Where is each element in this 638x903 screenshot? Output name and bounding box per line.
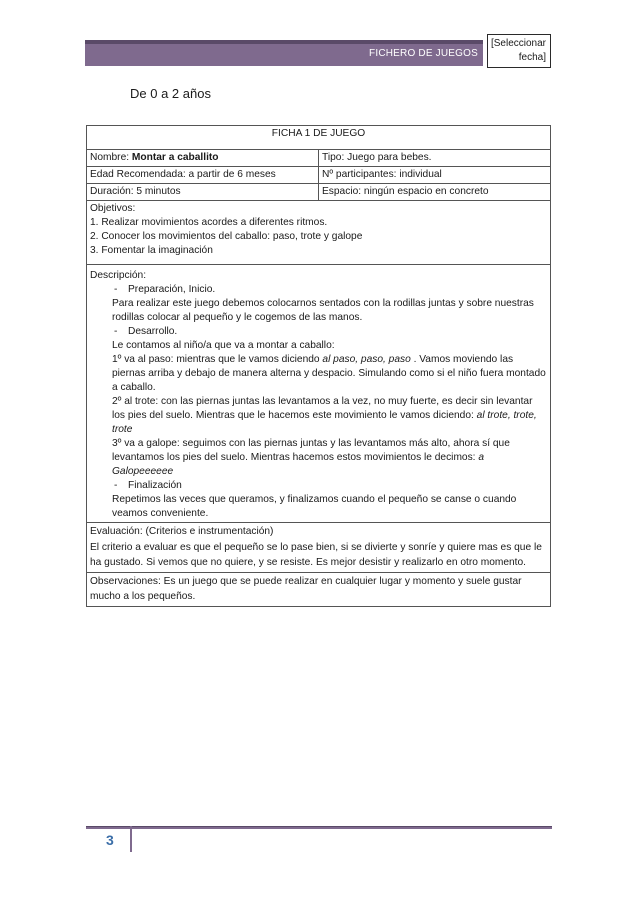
preparation-heading [112,283,547,297]
development-heading [112,325,547,339]
evaluation-label: Evaluación: (Criterios e instrumentación) [90,526,274,537]
trot-step [112,395,547,437]
date-placeholder-field[interactable] [487,34,551,68]
walk-step-post: . Vamos moviendo las piernas arriba y debajo de manera alterna y despacio. Simulando como si el niño fuera montado a caballo. [112,354,546,393]
name-type-row [87,150,551,167]
preparation-text: Para realizar este juego debemos colocarnos sentados con la rodillas juntas y sobre nuestras rodillas colocar al pequeño y le cogemos de las manos. [112,298,534,323]
age-cell: Edad Recomendada: a partir de 6 meses [87,167,319,184]
preparation-heading-text: Preparación, Inicio. [128,284,216,295]
development-heading-text: Desarrollo. [128,326,178,337]
finalization-heading [112,479,547,493]
type-cell: Tipo: Juego para bebes. [319,150,551,167]
date-placeholder-line1: [Seleccionar [490,38,546,49]
walk-step [112,353,547,395]
header-title: FICHERO DE JUEGOS [369,48,478,59]
gallop-step-chant: a Galopeeeeee [112,452,485,477]
objectives-row [87,201,551,265]
walk-step-pre: 1º va al paso: mientras que le vamos diciendo [112,354,323,365]
evaluation-text: El criterio a evaluar es que el pequeño se lo pase bien, si se divierte y sonríe y quiere mas es que le ha gustado. Si vemos que no quiere, y se resiste. Es mejor desistir y realizarlo en otro momento. [90,541,542,568]
trot-step-pre: 2º al trote: con las piernas juntas las levantamos a la vez, no muy fuerte, es decir sin levantar los pies del suelo. Mientras que le hacemos este movimiento le vamos diciendo: [112,396,533,421]
evaluation-row [87,523,551,573]
objective-item: 2. Conocer los movimientos del caballo: paso, trote y galope [90,231,363,242]
game-card-table [86,125,551,607]
bullet-dash: - [114,326,118,337]
card-title-row [87,126,551,150]
observations-row [87,572,551,606]
name-label: Nombre: [90,152,130,163]
bullet-dash: - [114,480,118,491]
footer-rule-accent [86,826,552,827]
observations-cell: Observaciones: Es un juego que se puede realizar en cualquier lugar y momento y suele gustar mucho a los pequeños. [87,572,551,606]
walk-step-chant: al paso, paso, paso [322,354,411,365]
age-participants-row [87,167,551,184]
duration-cell: Duración: 5 minutos [87,184,319,201]
development-intro: Le contamos al niño/a que va a montar a caballo: [112,340,335,351]
evaluation-cell [87,523,551,573]
date-placeholder-line2: fecha] [518,52,546,63]
page-number: 3 [106,832,114,848]
name-value: Montar a caballito [131,152,219,163]
objectives-cell [87,201,551,265]
finalization-heading-text: Finalización [128,480,182,491]
card-title: FICHA 1 DE JUEGO [87,126,551,150]
participants-cell: Nº participantes: individual [319,167,551,184]
space-cell: Espacio: ningún espacio en concreto [319,184,551,201]
footer-separator [130,826,132,852]
objectives-label: Objetivos: [90,203,136,214]
bullet-dash: - [114,284,118,295]
description-row [87,265,551,523]
description-label: Descripción: [90,270,147,281]
finalization-text: Repetimos las veces que queramos, y finalizamos cuando el pequeño se canse o cuando veamos conveniente. [112,494,517,519]
section-heading: De 0 a 2 años [130,86,211,101]
description-cell [87,265,551,523]
objective-item: 1. Realizar movimientos acordes a diferentes ritmos. [90,217,328,228]
description-body [90,283,547,521]
trot-step-chant: al trote, trote, trote [112,410,537,435]
duration-space-row [87,184,551,201]
gallop-step-pre: 3º va a galope: seguimos con las piernas juntas y las levantamos más alto, ahora sí que levantamos los pies del suelo. Mientras hacemos estos movimientos le decimos: [112,438,510,463]
gallop-step [112,437,547,479]
objective-item: 3. Fomentar la imaginación [90,245,213,256]
name-cell [87,150,319,167]
